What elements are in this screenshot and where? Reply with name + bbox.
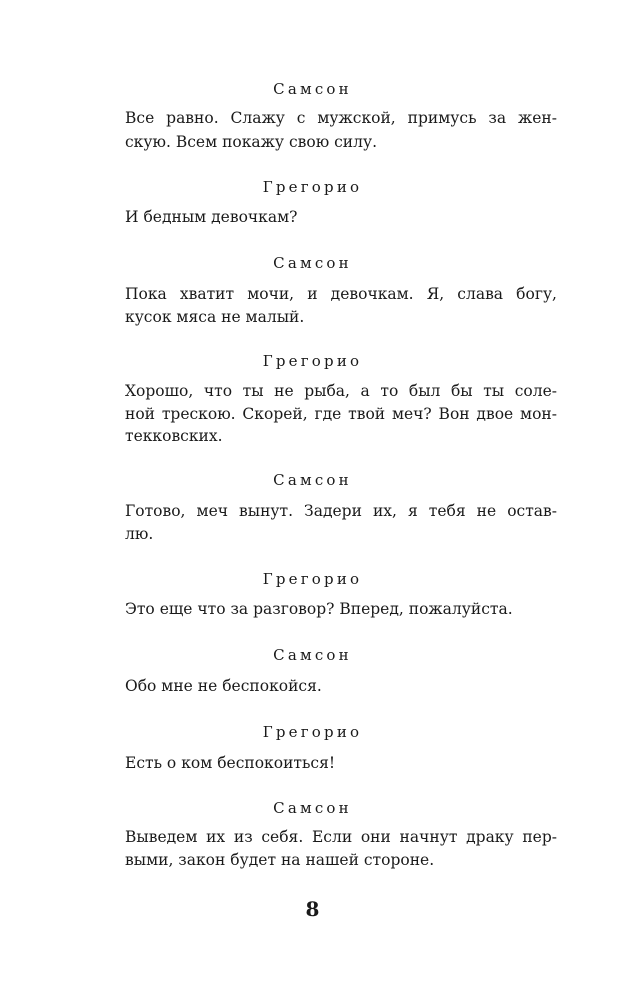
speaker-heading: Самсон	[273, 471, 352, 489]
dialogue-line: Готово, меч вынут. Задери их, я тебя не остав-	[125, 502, 557, 520]
dialogue-line: Это еще что за разговор? Вперед, пожалуйста.	[125, 600, 513, 618]
dialogue-line: кусок мяса не малый.	[125, 308, 305, 326]
dialogue-line: Выведем их из себя. Если они начнут драку пер-	[125, 828, 557, 846]
dialogue-line: Обо мне не беспокойся.	[125, 677, 322, 695]
dialogue-line: текковских.	[125, 427, 223, 445]
speaker-heading: Самсон	[273, 80, 352, 98]
dialogue-line: Хорошо, что ты не рыба, а то был бы ты соле-	[125, 382, 557, 400]
dialogue-line: Все равно. Слажу с мужской, примусь за жен-	[125, 109, 557, 127]
speaker-heading: Самсон	[273, 254, 352, 272]
dialogue-line: выми, закон будет на нашей стороне.	[125, 851, 435, 869]
speaker-heading: Грегорио	[262, 723, 363, 741]
dialogue-line: И бедным девочкам?	[125, 208, 298, 226]
dialogue-line: скую. Всем покажу свою силу.	[125, 133, 378, 151]
speaker-heading: Грегорио	[262, 178, 363, 196]
speaker-heading: Самсон	[273, 799, 352, 817]
speaker-heading: Грегорио	[262, 570, 363, 588]
speaker-heading: Грегорио	[262, 352, 363, 370]
dialogue-line: ной трескою. Скорей, где твой меч? Вон двое мон-	[125, 405, 557, 423]
dialogue-line: лю.	[125, 525, 154, 543]
speaker-heading: Самсон	[273, 646, 352, 664]
dialogue-line: Пока хватит мочи, и девочкам. Я, слава богу,	[125, 285, 557, 303]
page-number: 8	[305, 897, 320, 921]
dialogue-line: Есть о ком беспокоиться!	[125, 754, 336, 772]
